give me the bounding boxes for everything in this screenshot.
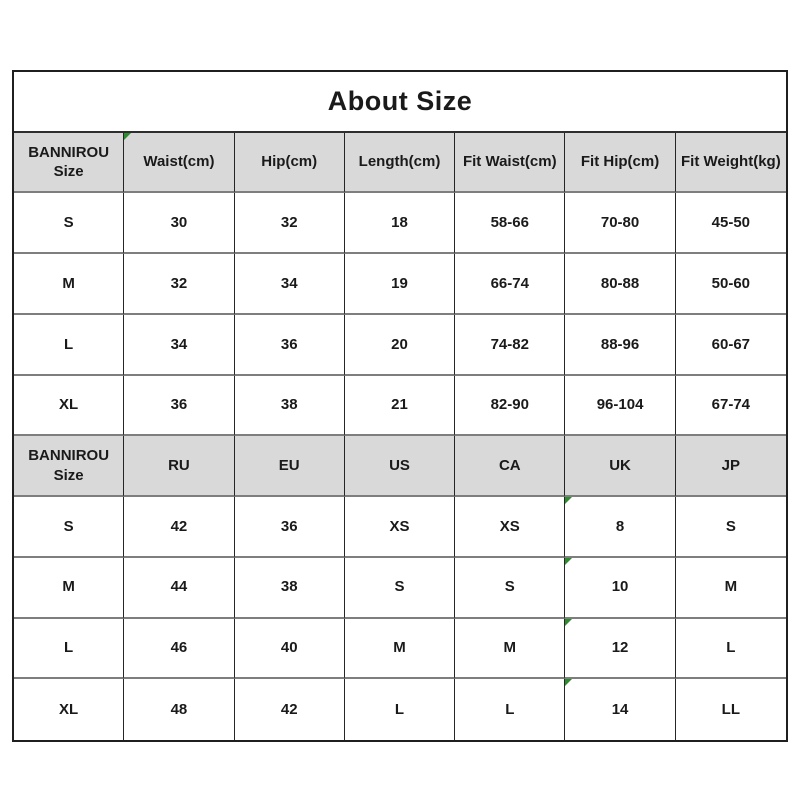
data-cell: L <box>455 679 565 740</box>
size-label-cell: S <box>14 497 124 558</box>
data-cell: 82-90 <box>455 376 565 437</box>
t2-header-eu: EU <box>235 436 345 497</box>
table-title: About Size <box>14 72 786 133</box>
data-cell: 42 <box>235 679 345 740</box>
data-cell: 42 <box>124 497 234 558</box>
data-cell: 34 <box>124 315 234 376</box>
t2-header-ru: RU <box>124 436 234 497</box>
t2-header-uk: UK <box>565 436 675 497</box>
t1-header-length: Length(cm) <box>345 133 455 194</box>
data-cell-value: 8 <box>615 517 625 535</box>
data-cell: 60-67 <box>676 315 786 376</box>
data-cell: 44 <box>124 558 234 619</box>
data-cell: 50-60 <box>676 254 786 315</box>
error-flag-icon <box>565 558 572 565</box>
t2-header-us: US <box>345 436 455 497</box>
data-cell: 18 <box>345 193 455 254</box>
data-cell: 32 <box>124 254 234 315</box>
data-cell: 74-82 <box>455 315 565 376</box>
error-flag-icon <box>565 619 572 626</box>
data-cell-value: 14 <box>611 700 629 718</box>
t2-header-ca: CA <box>455 436 565 497</box>
data-cell <box>565 497 675 558</box>
data-cell: 67-74 <box>676 376 786 437</box>
size-label-cell: L <box>14 619 124 680</box>
data-cell: 40 <box>235 619 345 680</box>
error-flag-icon <box>565 497 572 504</box>
size-label-cell: M <box>14 254 124 315</box>
data-cell <box>565 619 675 680</box>
t1-header-fit-waist: Fit Waist(cm) <box>455 133 565 194</box>
size-chart-table <box>12 70 788 742</box>
data-cell: 66-74 <box>455 254 565 315</box>
t1-header-size: BANNIROU Size <box>14 133 124 194</box>
data-cell: 58-66 <box>455 193 565 254</box>
size-label-cell: S <box>14 193 124 254</box>
data-cell <box>565 679 675 740</box>
data-cell: 30 <box>124 193 234 254</box>
data-cell: M <box>676 558 786 619</box>
t2-header-size: BANNIROU Size <box>14 436 124 497</box>
data-cell: 80-88 <box>565 254 675 315</box>
data-cell: 36 <box>235 497 345 558</box>
data-cell: 38 <box>235 376 345 437</box>
data-cell: S <box>676 497 786 558</box>
size-label-cell: XL <box>14 679 124 740</box>
size-label-cell: M <box>14 558 124 619</box>
size-label-cell: XL <box>14 376 124 437</box>
data-cell: 96-104 <box>565 376 675 437</box>
data-cell: 48 <box>124 679 234 740</box>
data-cell: 46 <box>124 619 234 680</box>
t1-header-waist <box>124 133 234 194</box>
data-cell: 32 <box>235 193 345 254</box>
data-cell: S <box>455 558 565 619</box>
t1-header-fit-hip: Fit Hip(cm) <box>565 133 675 194</box>
t1-header-waist-label: Waist(cm) <box>143 153 215 171</box>
data-cell: M <box>345 619 455 680</box>
data-cell: M <box>455 619 565 680</box>
data-cell: L <box>345 679 455 740</box>
data-cell: 70-80 <box>565 193 675 254</box>
size-label-cell: L <box>14 315 124 376</box>
data-cell: XS <box>345 497 455 558</box>
data-cell: 36 <box>124 376 234 437</box>
data-cell: XS <box>455 497 565 558</box>
data-cell: 34 <box>235 254 345 315</box>
data-cell: 19 <box>345 254 455 315</box>
data-cell: 36 <box>235 315 345 376</box>
t1-header-fit-weight: Fit Weight(kg) <box>676 133 786 194</box>
error-flag-icon <box>565 679 572 686</box>
data-cell <box>565 558 675 619</box>
t1-header-hip: Hip(cm) <box>235 133 345 194</box>
data-cell: 20 <box>345 315 455 376</box>
error-flag-icon <box>124 133 131 140</box>
data-cell: LL <box>676 679 786 740</box>
data-cell-value: 10 <box>611 578 629 596</box>
data-cell: 21 <box>345 376 455 437</box>
t2-header-jp: JP <box>676 436 786 497</box>
data-cell: S <box>345 558 455 619</box>
data-cell: 45-50 <box>676 193 786 254</box>
data-cell: 88-96 <box>565 315 675 376</box>
data-cell: L <box>676 619 786 680</box>
data-cell: 38 <box>235 558 345 619</box>
data-cell-value: 12 <box>611 639 629 657</box>
